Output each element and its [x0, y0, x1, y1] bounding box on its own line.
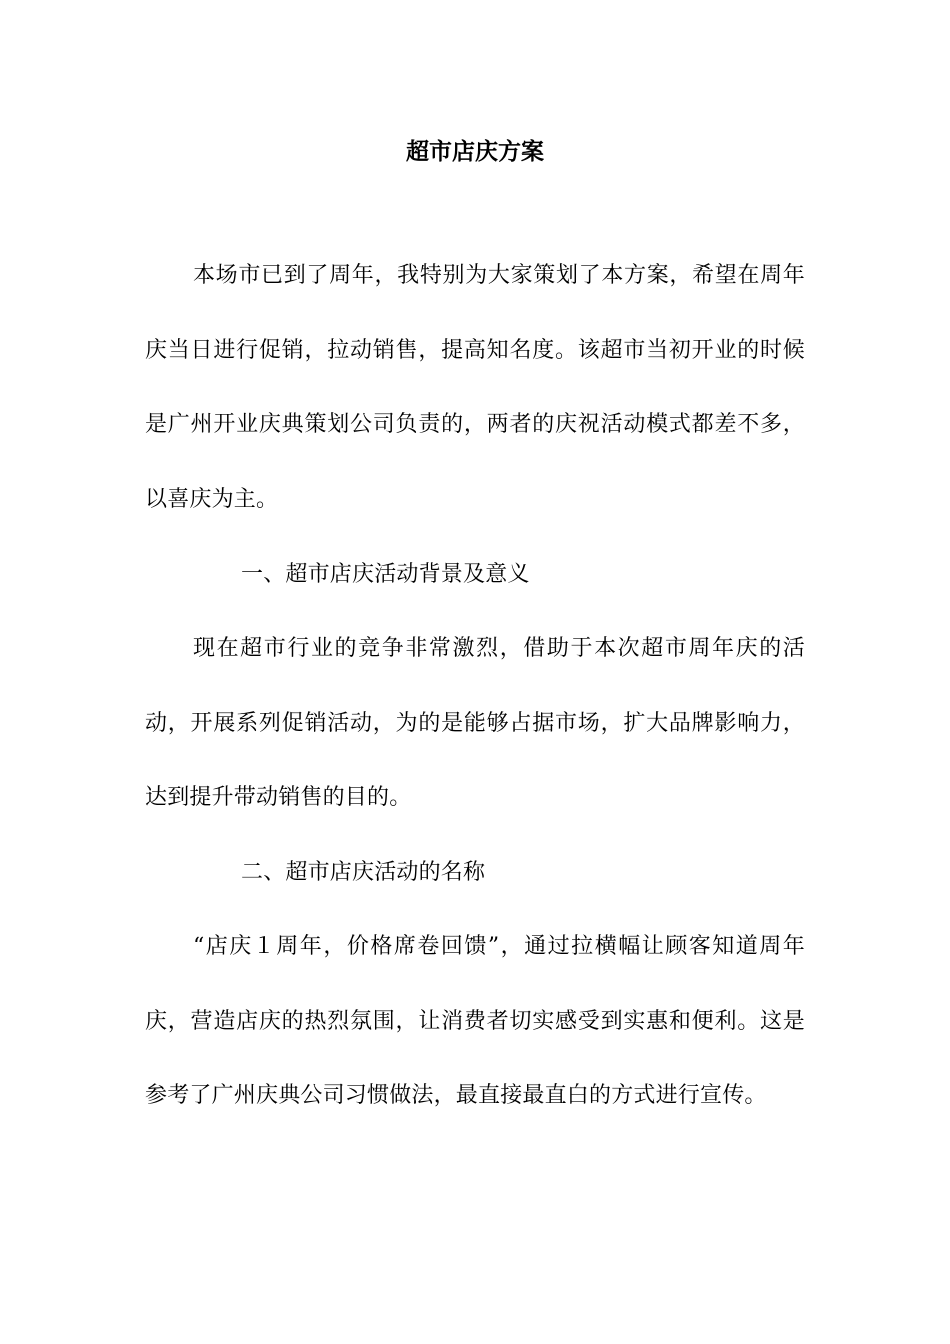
- section-heading-name: 二、超市店庆活动的名称: [241, 860, 486, 885]
- document-title: 超市店庆方案: [406, 138, 544, 165]
- intro-paragraph: 本场市已到了周年，我特别为大家策划了本方案，希望在周年庆当日进行促销，拉动销售，提高知名度。该超市当初开业的时候是广州开业庆典策划公司负责的，两者的庆祝活动模式都差不多，以喜庆为主。: [145, 263, 805, 512]
- background-paragraph: 现在超市行业的竞争非常激烈，借助于本次超市周年庆的活动，开展系列促销活动，为的是能够占据市场，扩大品牌影响力，达到提升带动销售的目的。: [145, 636, 805, 810]
- name-paragraph: “店庆１周年，价格席卷回馈”，通过拉横幅让顾客知道周年庆，营造店庆的热烈氛围，让消费者切实感受到实惠和便利。这是参考了广州庆典公司习惯做法，最直接最直白的方式进行宣传。: [145, 934, 805, 1108]
- section-heading-background: 一、超市店庆活动背景及意义: [241, 562, 530, 587]
